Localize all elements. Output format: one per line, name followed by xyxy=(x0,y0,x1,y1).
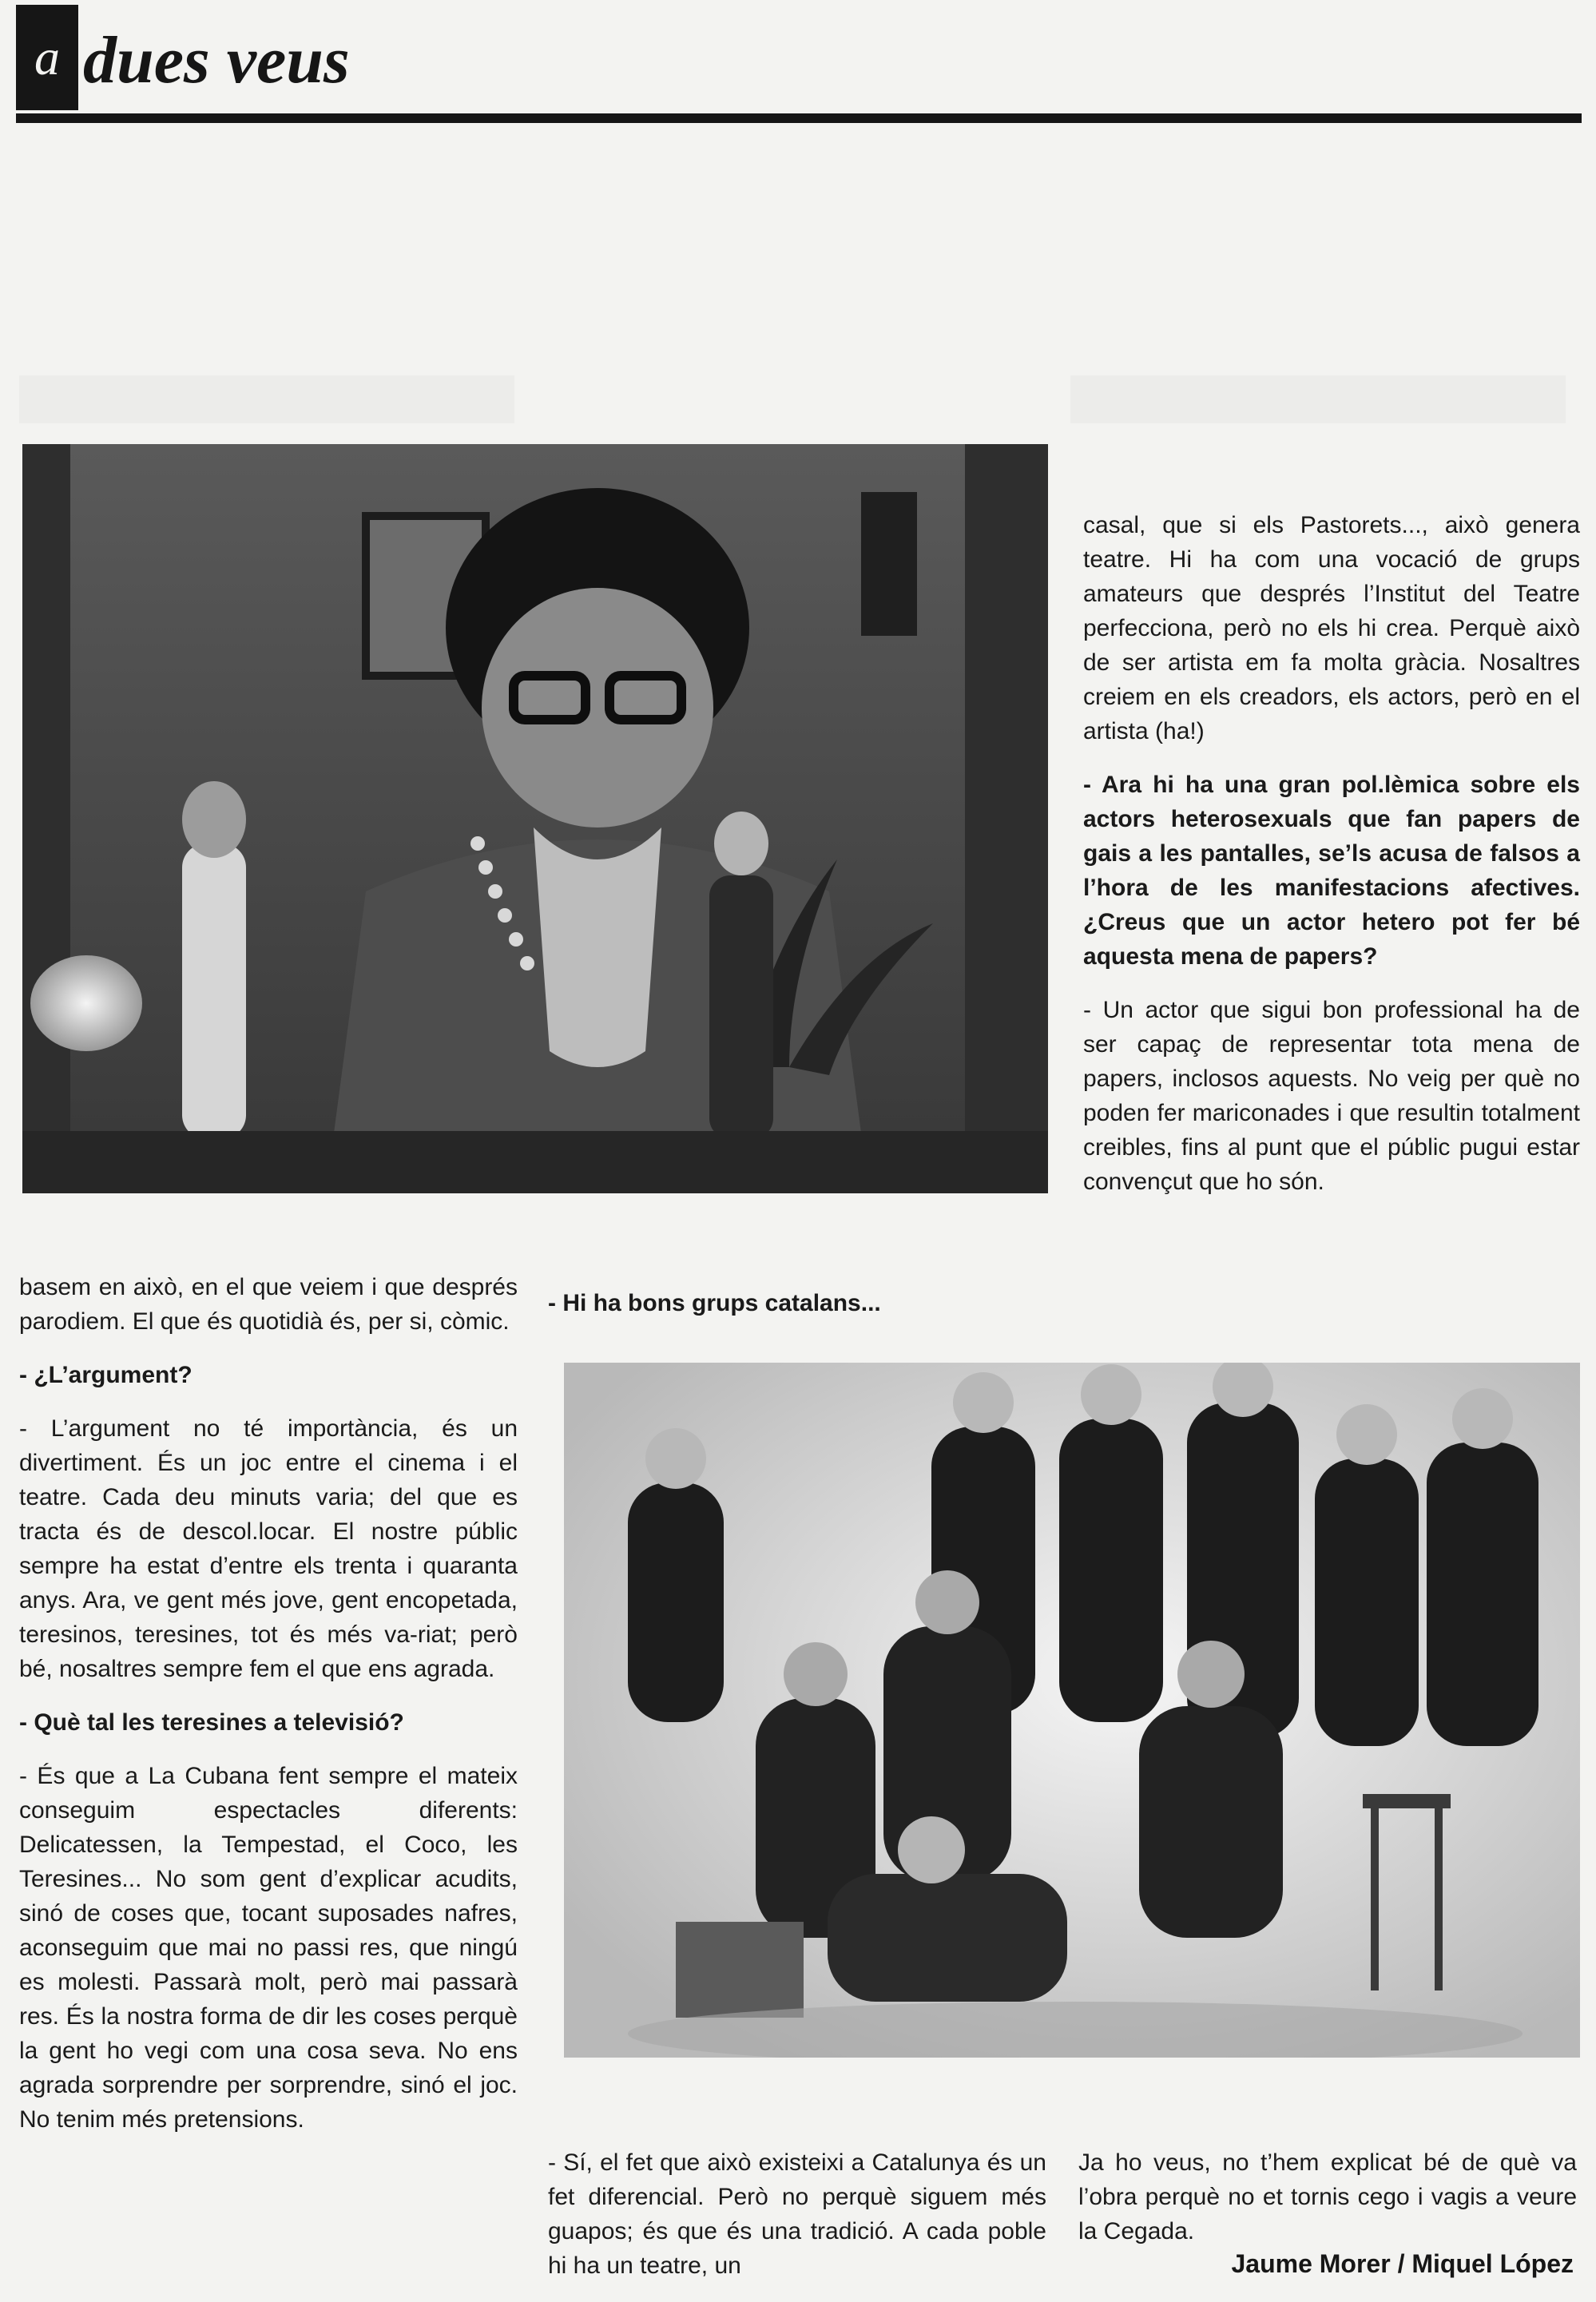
paragraph: - És que a La Cubana fent sempre el mateix conseguim espectacles diferents: Delicatessen, la Tempestad, el Coco, les Teresines... No som gent d’explicar acudits, sinó de coses que, tocant suposades nafres, aconseguim que mai no passi res, que ningú es molesti. Passarà molt, però mai passarà res. És la nostra forma de dir les coses perquè la gent ho vegi com una cosa seva. No ens agrada sorprendre per sorprendre, sinó el joc. No tenim més pretensions. xyxy=(19,1763,518,2133)
paragraph: - Un actor que sigui bon professional ha de ser capaç de representar tota mena de papers, inclosos aquests. No veig per què no poden fer mariconades i que resultin totalment creibles, fins al punt que el públic pugui estar convençut que ho són. xyxy=(1083,997,1580,1195)
column-middle-bottom xyxy=(548,2145,1046,2302)
section-badge: a xyxy=(16,5,78,110)
stage-scene-photo xyxy=(22,444,1048,1193)
bleed-through-left xyxy=(19,375,514,423)
cast-group-photo xyxy=(564,1363,1580,2058)
stage-scene-illustration xyxy=(22,444,1048,1193)
column-left xyxy=(19,1270,518,2156)
paragraph: Ja ho veus, no t’hem explicat bé de què va l’obra perquè no et tornis cego i vagis a veure la Cegada. xyxy=(1078,2149,1577,2244)
interview-question: - Hi ha bons grups catalans... xyxy=(548,1290,881,1316)
paragraph: basem en això, en el que veiem i que després parodiem. El que és quotidià és, per si, còmic. xyxy=(19,1274,518,1335)
cast-group-illustration xyxy=(564,1363,1580,2058)
column-middle-top xyxy=(548,1286,1043,1340)
column-right-top xyxy=(1083,508,1580,1218)
section-title: dues veus xyxy=(83,23,350,97)
paragraph: - L’argument no té importància, és un divertiment. És un joc entre el cinema i el teatre. Cada deu minuts varia; del que es tracta és de descol.locar. El nostre públic sempre ha estat d’entre els trenta i quaranta anys. Ara, ve gent més jove, gent encopetada, teresinos, teresines, tot és més va-riat; però bé, nosaltres sempre fem el que ens agrada. xyxy=(19,1415,518,1682)
byline: Jaume Morer / Miquel López xyxy=(1231,2249,1574,2278)
interview-question: - ¿L’argument? xyxy=(19,1362,193,1388)
interview-question: - Què tal les teresines a televisió? xyxy=(19,1709,404,1736)
header-rule xyxy=(16,113,1582,123)
interview-question: - Ara hi ha una gran pol.lèmica sobre els actors heterosexuals que fan papers de gais a les pantalles, se’ls acusa de falsos a l’hora de les manifestacions afectives. ¿Creus que un actor hetero pot fer bé aquesta mena de papers? xyxy=(1083,772,1580,970)
paragraph: - Sí, el fet que això existeixi a Catalunya és un fet diferencial. Però no perquè siguem més guapos; és que és una tradició. A cada poble hi ha un teatre, un xyxy=(548,2149,1046,2279)
bleed-through-right xyxy=(1070,375,1566,423)
paragraph: casal, que si els Pastorets..., això genera teatre. Hi ha com una vocació de grups amateurs que després l’Institut del Teatre perfecciona, però no els hi crea. Perquè això de ser artista em fa molta gràcia. Nosaltres creiem en els creadors, els actors, però en el artista (ha!) xyxy=(1083,512,1580,744)
